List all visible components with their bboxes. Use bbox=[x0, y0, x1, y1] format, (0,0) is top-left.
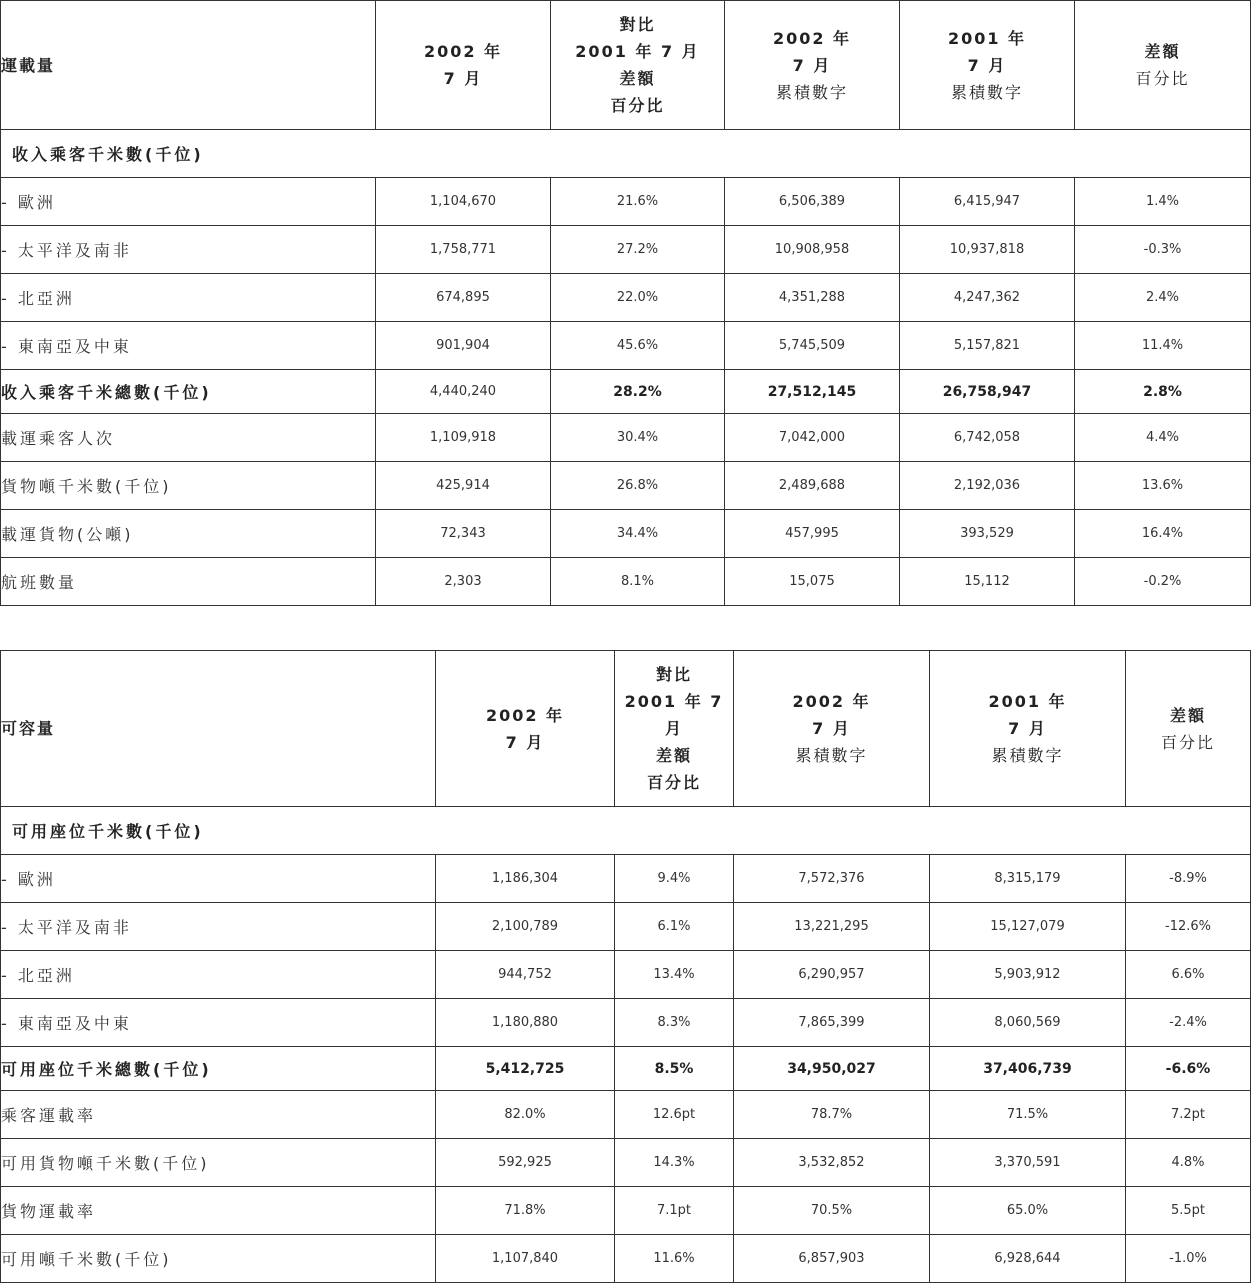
capacity-header-line: 2002 年 bbox=[792, 692, 871, 711]
capacity-row-value: 71.5% bbox=[930, 1091, 1126, 1139]
capacity-row-label: 貨物運載率 bbox=[1, 1187, 436, 1235]
traffic-row-value: -0.3% bbox=[1075, 226, 1251, 274]
traffic-header-cell bbox=[376, 1, 551, 130]
capacity-row-value: 65.0% bbox=[930, 1187, 1126, 1235]
capacity-table-row bbox=[1, 1139, 1251, 1187]
capacity-row-value: 37,406,739 bbox=[930, 1047, 1126, 1091]
capacity-row-value: -12.6% bbox=[1126, 903, 1251, 951]
capacity-table-row bbox=[1, 855, 1251, 903]
traffic-header-line: 百分比 bbox=[610, 96, 665, 115]
traffic-header-cell bbox=[900, 1, 1075, 130]
capacity-row-value: 6.6% bbox=[1126, 951, 1251, 999]
traffic-row-value: 4.4% bbox=[1075, 414, 1251, 462]
capacity-row-label: - 北亞洲 bbox=[1, 951, 436, 999]
traffic-header-line: 累積數字 bbox=[775, 82, 848, 102]
traffic-header-line: 2002 年 bbox=[772, 28, 852, 48]
traffic-row-value: 457,995 bbox=[725, 510, 900, 558]
capacity-row-value: 71.8% bbox=[436, 1187, 615, 1235]
capacity-row-label: - 歐洲 bbox=[1, 855, 436, 903]
capacity-table-row bbox=[1, 999, 1251, 1047]
capacity-header-line: 2002 年 bbox=[485, 705, 565, 725]
traffic-row-label: 航班數量 bbox=[1, 558, 376, 606]
capacity-header-line: 可容量 bbox=[1, 719, 56, 738]
capacity-header-line: 百分比 bbox=[1160, 732, 1215, 752]
traffic-row-value: 1.4% bbox=[1075, 178, 1251, 226]
traffic-row-value: 26,758,947 bbox=[900, 370, 1075, 414]
traffic-row-value: 28.2% bbox=[551, 370, 725, 414]
capacity-header-line: 2001 年 7 bbox=[624, 692, 724, 711]
capacity-row-value: 8.3% bbox=[615, 999, 734, 1047]
traffic-row-value: 15,075 bbox=[725, 558, 900, 606]
capacity-header-line: 月 bbox=[664, 719, 683, 738]
capacity-row-value: 13,221,295 bbox=[734, 903, 930, 951]
traffic-table-row bbox=[1, 274, 1251, 322]
capacity-row-value: 34,950,027 bbox=[734, 1047, 930, 1091]
capacity-row-value: 7,572,376 bbox=[734, 855, 930, 903]
capacity-header-line: 7 月 bbox=[1008, 719, 1047, 738]
traffic-row-value: 34.4% bbox=[551, 510, 725, 558]
traffic-row-value: 16.4% bbox=[1075, 510, 1251, 558]
traffic-row-value: 15,112 bbox=[900, 558, 1075, 606]
capacity-row-label: - 東南亞及中東 bbox=[1, 999, 436, 1047]
traffic-row-value: 5,745,509 bbox=[725, 322, 900, 370]
traffic-row-value: 10,908,958 bbox=[725, 226, 900, 274]
capacity-row-value: 1,180,880 bbox=[436, 999, 615, 1047]
traffic-table-row bbox=[1, 226, 1251, 274]
traffic-row-value: 5,157,821 bbox=[900, 322, 1075, 370]
capacity-row-value: 6,290,957 bbox=[734, 951, 930, 999]
traffic-row-value: 22.0% bbox=[551, 274, 725, 322]
capacity-row-value: 944,752 bbox=[436, 951, 615, 999]
capacity-header-line: 累積數字 bbox=[991, 746, 1064, 765]
traffic-row-value: 1,758,771 bbox=[376, 226, 551, 274]
traffic-row-value: 6,742,058 bbox=[900, 414, 1075, 462]
capacity-row-value: 7.1pt bbox=[615, 1187, 734, 1235]
traffic-section-title: 收入乘客千米數(千位) bbox=[1, 130, 1251, 178]
capacity-row-value: -1.0% bbox=[1126, 1235, 1251, 1283]
capacity-section-title: 可用座位千米數(千位) bbox=[1, 807, 1251, 855]
capacity-row-value: 3,532,852 bbox=[734, 1139, 930, 1187]
capacity-row-value: 8.5% bbox=[615, 1047, 734, 1091]
traffic-header-line: 7 月 bbox=[443, 69, 483, 88]
traffic-header-line: 對比 bbox=[619, 15, 656, 34]
capacity-row-label: 可用噸千米數(千位) bbox=[1, 1235, 436, 1283]
capacity-row-value: 5,412,725 bbox=[436, 1047, 615, 1091]
traffic-table-row bbox=[1, 178, 1251, 226]
capacity-header-cell bbox=[615, 651, 734, 807]
capacity-row-value: 8,315,179 bbox=[930, 855, 1126, 903]
traffic-row-label: - 東南亞及中東 bbox=[1, 322, 376, 370]
traffic-header-line: 2001 年 7 月 bbox=[575, 42, 700, 61]
capacity-row-label: 可用座位千米總數(千位) bbox=[1, 1047, 436, 1091]
capacity-table-row bbox=[1, 1047, 1251, 1091]
capacity-header-row bbox=[1, 651, 1251, 807]
capacity-header-line: 2001 年 bbox=[988, 692, 1067, 711]
traffic-header-line: 累積數字 bbox=[950, 82, 1023, 102]
capacity-row-value: 5.5pt bbox=[1126, 1187, 1251, 1235]
traffic-header-line: 2002 年 bbox=[423, 42, 503, 61]
capacity-row-value: 6,928,644 bbox=[930, 1235, 1126, 1283]
capacity-row-label: - 太平洋及南非 bbox=[1, 903, 436, 951]
traffic-header-cell bbox=[551, 1, 725, 130]
traffic-row-value: 2.4% bbox=[1075, 274, 1251, 322]
traffic-row-value: 11.4% bbox=[1075, 322, 1251, 370]
traffic-row-value: 8.1% bbox=[551, 558, 725, 606]
traffic-header-cell bbox=[1, 1, 376, 130]
capacity-header-cell bbox=[930, 651, 1126, 807]
traffic-row-value: 45.6% bbox=[551, 322, 725, 370]
traffic-header-row bbox=[1, 1, 1251, 130]
capacity-row-label: 可用貨物噸千米數(千位) bbox=[1, 1139, 436, 1187]
traffic-row-value: 2,192,036 bbox=[900, 462, 1075, 510]
traffic-row-value: 10,937,818 bbox=[900, 226, 1075, 274]
capacity-row-value: 4.8% bbox=[1126, 1139, 1251, 1187]
capacity-table-row bbox=[1, 903, 1251, 951]
traffic-row-label: 貨物噸千米數(千位) bbox=[1, 462, 376, 510]
capacity-row-value: 12.6pt bbox=[615, 1091, 734, 1139]
capacity-header-cell bbox=[1, 651, 436, 807]
traffic-row-value: 4,440,240 bbox=[376, 370, 551, 414]
traffic-row-value: 26.8% bbox=[551, 462, 725, 510]
traffic-row-value: 21.6% bbox=[551, 178, 725, 226]
capacity-row-value: 13.4% bbox=[615, 951, 734, 999]
capacity-row-value: 82.0% bbox=[436, 1091, 615, 1139]
capacity-row-value: 1,186,304 bbox=[436, 855, 615, 903]
capacity-header-line: 7 月 bbox=[505, 732, 545, 752]
capacity-table-row bbox=[1, 1187, 1251, 1235]
traffic-row-value: 4,247,362 bbox=[900, 274, 1075, 322]
traffic-table-row bbox=[1, 462, 1251, 510]
traffic-table-row bbox=[1, 510, 1251, 558]
traffic-row-label: 收入乘客千米總數(千位) bbox=[1, 370, 376, 414]
traffic-table bbox=[0, 0, 1251, 606]
capacity-row-value: -8.9% bbox=[1126, 855, 1251, 903]
capacity-row-value: 11.6% bbox=[615, 1235, 734, 1283]
traffic-table-row bbox=[1, 370, 1251, 414]
traffic-row-label: 載運貨物(公噸) bbox=[1, 510, 376, 558]
traffic-row-value: 27.2% bbox=[551, 226, 725, 274]
traffic-row-value: 393,529 bbox=[900, 510, 1075, 558]
traffic-row-label: - 北亞洲 bbox=[1, 274, 376, 322]
capacity-header-line: 累積數字 bbox=[795, 746, 868, 765]
traffic-section-row bbox=[1, 130, 1251, 178]
capacity-row-value: 14.3% bbox=[615, 1139, 734, 1187]
capacity-header-cell bbox=[436, 651, 615, 807]
capacity-table-body bbox=[1, 651, 1251, 1283]
capacity-row-value: 1,107,840 bbox=[436, 1235, 615, 1283]
capacity-row-value: 7.2pt bbox=[1126, 1091, 1251, 1139]
capacity-row-value: 592,925 bbox=[436, 1139, 615, 1187]
traffic-row-label: - 歐洲 bbox=[1, 178, 376, 226]
traffic-row-value: 6,506,389 bbox=[725, 178, 900, 226]
traffic-row-value: 2,303 bbox=[376, 558, 551, 606]
traffic-table-row bbox=[1, 558, 1251, 606]
capacity-row-value: 2,100,789 bbox=[436, 903, 615, 951]
traffic-row-label: - 太平洋及南非 bbox=[1, 226, 376, 274]
traffic-row-value: 4,351,288 bbox=[725, 274, 900, 322]
capacity-header-line: 差額 bbox=[1169, 705, 1206, 725]
traffic-row-value: 2,489,688 bbox=[725, 462, 900, 510]
traffic-header-cell bbox=[725, 1, 900, 130]
traffic-header-line: 差額 bbox=[1144, 42, 1181, 61]
traffic-row-value: 1,104,670 bbox=[376, 178, 551, 226]
traffic-header-line: 7 月 bbox=[792, 55, 832, 75]
capacity-row-value: 70.5% bbox=[734, 1187, 930, 1235]
traffic-header-line: 差額 bbox=[619, 69, 656, 88]
capacity-row-value: 78.7% bbox=[734, 1091, 930, 1139]
capacity-table-row bbox=[1, 951, 1251, 999]
traffic-row-value: 30.4% bbox=[551, 414, 725, 462]
capacity-table bbox=[0, 650, 1251, 1283]
capacity-row-value: -2.4% bbox=[1126, 999, 1251, 1047]
traffic-row-value: 27,512,145 bbox=[725, 370, 900, 414]
capacity-row-value: 6,857,903 bbox=[734, 1235, 930, 1283]
capacity-table-row bbox=[1, 1091, 1251, 1139]
capacity-header-cell bbox=[734, 651, 930, 807]
capacity-row-value: 9.4% bbox=[615, 855, 734, 903]
capacity-header-line: 百分比 bbox=[646, 773, 701, 792]
traffic-table-row bbox=[1, 414, 1251, 462]
traffic-row-value: 2.8% bbox=[1075, 370, 1251, 414]
capacity-row-value: 6.1% bbox=[615, 903, 734, 951]
traffic-header-line: 運載量 bbox=[1, 55, 56, 75]
traffic-header-line: 7 月 bbox=[967, 55, 1007, 75]
traffic-row-value: 674,895 bbox=[376, 274, 551, 322]
capacity-row-value: 3,370,591 bbox=[930, 1139, 1126, 1187]
traffic-table-body bbox=[1, 1, 1251, 606]
traffic-row-value: 425,914 bbox=[376, 462, 551, 510]
traffic-row-label: 載運乘客人次 bbox=[1, 414, 376, 462]
traffic-table-row bbox=[1, 322, 1251, 370]
capacity-header-line: 差額 bbox=[655, 746, 692, 765]
capacity-row-value: -6.6% bbox=[1126, 1047, 1251, 1091]
capacity-header-cell bbox=[1126, 651, 1251, 807]
capacity-row-value: 15,127,079 bbox=[930, 903, 1126, 951]
capacity-row-value: 8,060,569 bbox=[930, 999, 1126, 1047]
capacity-header-line: 7 月 bbox=[812, 719, 851, 738]
capacity-row-value: 5,903,912 bbox=[930, 951, 1126, 999]
capacity-row-label: 乘客運載率 bbox=[1, 1091, 436, 1139]
traffic-row-value: 6,415,947 bbox=[900, 178, 1075, 226]
traffic-row-value: 72,343 bbox=[376, 510, 551, 558]
capacity-section-row bbox=[1, 807, 1251, 855]
traffic-row-value: 1,109,918 bbox=[376, 414, 551, 462]
traffic-header-cell bbox=[1075, 1, 1251, 130]
traffic-row-value: -0.2% bbox=[1075, 558, 1251, 606]
traffic-row-value: 7,042,000 bbox=[725, 414, 900, 462]
traffic-header-line: 2001 年 bbox=[947, 28, 1027, 48]
capacity-header-line: 對比 bbox=[655, 665, 692, 684]
traffic-header-line: 百分比 bbox=[1135, 69, 1190, 88]
capacity-row-value: 7,865,399 bbox=[734, 999, 930, 1047]
capacity-table-row bbox=[1, 1235, 1251, 1283]
traffic-row-value: 901,904 bbox=[376, 322, 551, 370]
traffic-row-value: 13.6% bbox=[1075, 462, 1251, 510]
